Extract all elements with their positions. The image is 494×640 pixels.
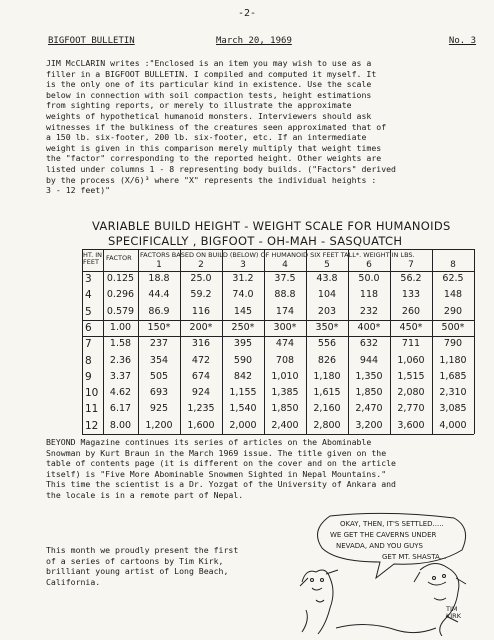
left-bigfoot-eye-2 <box>321 579 324 582</box>
weight-value: 4,000 <box>439 419 467 431</box>
beyond-text-line: itself) is "Five More Abominable Snowmen Sighted in Nepal Mountains." <box>46 468 387 479</box>
intro-text-line: a 150 lb. six-footer, 200 lb. six-footer, etc. If an intermediate <box>46 132 367 143</box>
weight-value: 2,080 <box>397 387 425 399</box>
weight-value: 1,350 <box>355 370 383 382</box>
weight-value: 708 <box>275 354 295 366</box>
intro-text-line: the "factor" corresponding to the reported height. Other weights are <box>46 153 382 164</box>
weight-value: 474 <box>275 338 295 350</box>
header-factor-label: FACTOR <box>106 254 132 262</box>
intro-paragraph <box>46 58 396 196</box>
ground-scribble <box>336 624 436 632</box>
weight-value: 1,180 <box>439 354 467 366</box>
table-header-divider <box>82 271 474 272</box>
table-subtitle: SPECIFICALLY , BIGFOOT - OH-MAH - SASQUATCH <box>108 234 403 248</box>
weight-value: 200* <box>189 321 213 333</box>
header-builds-label: FACTORS BASED ON BUILD (BELOW) OF HUMANOID SIX FEET TALL*. WEIGHT IN LBS. <box>140 251 415 259</box>
weight-value: 1,180 <box>313 370 341 382</box>
intro-text-line: listed under columns 1 - 8 representing body builds. ("Factors" derived <box>46 163 396 174</box>
weight-value: 2,000 <box>229 419 257 431</box>
height-feet: 10 <box>85 387 99 400</box>
height-feet: 9 <box>85 370 92 383</box>
page-number: -2- <box>237 8 257 19</box>
build-number: 4 <box>282 260 288 270</box>
cartoon-note-text-line: of a series of cartoons by Tim Kirk, <box>46 555 224 566</box>
left-bigfoot-eye <box>311 579 314 582</box>
row-6-divider <box>82 320 474 321</box>
weight-value: 300* <box>273 321 297 333</box>
weight-value: 1,235 <box>187 403 215 415</box>
weight-value: 924 <box>191 387 211 399</box>
intro-text-line: 3 - 12 feet)" <box>46 185 111 196</box>
weight-value: 354 <box>149 354 169 366</box>
factor-value: 3.37 <box>109 370 132 382</box>
intro-text-line: is the only one of its particular kind in existence. Use the scale <box>46 79 372 90</box>
weight-value: 350* <box>315 321 339 333</box>
beyond-text-line: the locale is in a remote part of Nepal. <box>46 489 244 500</box>
bulletin-header <box>48 36 476 50</box>
cartoon-note-text-line: This month we proudly present the first <box>46 545 239 555</box>
build-number: 6 <box>366 260 372 270</box>
weight-value: 1,615 <box>313 387 341 399</box>
weight-value: 74.0 <box>232 289 254 301</box>
weight-value: 148 <box>443 289 463 301</box>
row-6-divider <box>82 336 474 337</box>
factor-value: 6.17 <box>109 403 132 415</box>
weight-value: 316 <box>191 338 211 350</box>
weight-value: 260 <box>401 305 421 317</box>
weight-value: 250* <box>231 321 255 333</box>
weight-value: 1,685 <box>439 370 467 382</box>
weight-value: 1,385 <box>271 387 299 399</box>
build-number: 8 <box>450 260 456 270</box>
intro-text-line: by the process (X/6)³ where "X" represents the individual heights : <box>46 174 377 185</box>
cartoon <box>296 512 476 636</box>
weight-value: 944 <box>359 354 379 366</box>
weight-value: 590 <box>233 354 253 366</box>
right-bigfoot-eye <box>433 577 436 580</box>
header-ht-label: HT. IN FEET <box>83 251 102 266</box>
intro-text-line: filler in a BIGFOOT BULLETIN. I compiled and computed it myself. It <box>46 68 377 79</box>
weight-value: 116 <box>191 305 211 317</box>
cartoon-note-text-line: brilliant young artist of Long Beach, <box>46 566 229 577</box>
factor-value: 1.58 <box>109 338 132 350</box>
weight-value: 44.4 <box>148 289 170 301</box>
weight-value: 62.5 <box>442 273 464 284</box>
weight-value: 290 <box>443 305 463 317</box>
build-number: 3 <box>240 260 246 270</box>
weight-value: 2,470 <box>355 403 383 415</box>
factor-value: 2.36 <box>109 354 132 366</box>
weight-value: 1,540 <box>229 403 257 415</box>
beyond-magazine-paragraph <box>46 437 396 501</box>
intro-text-line: JIM McCLARIN writes :"Enclosed is an item you may wish to use as a <box>46 58 372 68</box>
factor-value: 0.125 <box>106 273 135 284</box>
weight-value: 472 <box>191 354 211 366</box>
height-feet: 5 <box>85 305 92 318</box>
table-border-bottom <box>82 434 474 435</box>
height-feet: 4 <box>85 289 92 302</box>
intro-text-line: weights of hypothetical humanoid monsters. Interviewers should ask <box>46 110 372 121</box>
weight-value: 400* <box>357 321 381 333</box>
intro-text-line: from sighting reports, or merely to illustrate the approximate <box>46 100 352 111</box>
factor-value: 4.62 <box>109 387 132 399</box>
publication-name: BIGFOOT BULLETIN <box>48 36 135 46</box>
weight-value: 505 <box>149 370 169 382</box>
weight-value: 2,770 <box>397 403 425 415</box>
weight-value: 232 <box>359 305 379 317</box>
table-column-line <box>474 249 475 434</box>
weight-value: 826 <box>317 354 337 366</box>
weight-value: 50.0 <box>358 273 380 284</box>
table-title: VARIABLE BUILD HEIGHT - WEIGHT SCALE FOR HUMANOIDS <box>92 219 451 233</box>
bubble-text-4: GET MT. SHASTA... <box>382 553 447 561</box>
weight-value: 1,010 <box>271 370 299 382</box>
weight-value: 118 <box>359 289 379 301</box>
weight-value: 145 <box>233 305 253 317</box>
weight-value: 450* <box>399 321 423 333</box>
artist-signature: TIM KIRK <box>446 605 461 620</box>
bubble-text-2: WE GET THE CAVERNS UNDER <box>330 531 437 539</box>
weight-value: 2,310 <box>439 387 467 399</box>
weight-value: 2,400 <box>271 419 299 431</box>
table-column-line <box>82 249 83 434</box>
beyond-text-line: BEYOND Magazine continues its series of articles on the Abominable <box>46 437 372 447</box>
weight-value: 395 <box>233 338 253 350</box>
weight-value: 2,800 <box>313 419 341 431</box>
weight-value: 59.2 <box>190 289 212 301</box>
weight-value: 88.8 <box>274 289 296 301</box>
weight-value: 3,600 <box>397 419 425 431</box>
weight-value: 237 <box>149 338 169 350</box>
weight-value: 150* <box>147 321 171 333</box>
intro-text-line: witnesses if the bulkiness of the creatures seen approximated that of <box>46 121 387 132</box>
table-grid <box>82 249 474 435</box>
beyond-text-line: This time the scientist is a Dr. Yozgat of the University of Ankara and <box>46 479 396 490</box>
bubble-text-1: OKAY, THEN, IT'S SETTLED..... <box>340 520 444 528</box>
cartoon-note-text-line: California. <box>46 576 101 587</box>
weight-value: 1,155 <box>229 387 257 399</box>
weight-value: 37.5 <box>274 273 296 284</box>
weight-value: 56.2 <box>400 273 422 284</box>
right-bigfoot-eye-2 <box>443 575 446 578</box>
weight-value: 925 <box>149 403 169 415</box>
height-feet: 8 <box>85 354 92 367</box>
intro-text-line: below in connection with soil compaction tests, height estimations <box>46 89 372 100</box>
factor-value: 0.296 <box>106 289 135 301</box>
height-feet: 3 <box>85 273 92 285</box>
weight-value: 632 <box>359 338 379 350</box>
factor-value: 1.00 <box>109 321 132 333</box>
height-weight-table <box>82 213 474 437</box>
build-number: 1 <box>156 260 162 270</box>
weight-value: 86.9 <box>148 305 170 317</box>
weight-value: 43.8 <box>316 273 338 284</box>
height-feet: 6 <box>85 321 92 334</box>
weight-value: 1,850 <box>355 387 383 399</box>
weight-value: 674 <box>191 370 211 382</box>
weight-value: 25.0 <box>190 273 212 284</box>
weight-value: 500* <box>441 321 465 333</box>
factor-value: 8.00 <box>109 419 132 431</box>
beyond-text-line: table of contents page (it is different on the cover and on the article <box>46 458 396 469</box>
issue-date: March 20, 1969 <box>216 36 292 46</box>
beyond-text-line: Snowman by Kurt Braun in the March 1969 issue. The title given on the <box>46 447 387 458</box>
cartoon-note <box>46 545 238 587</box>
weight-value: 842 <box>233 370 253 382</box>
weight-value: 556 <box>317 338 337 350</box>
table-border-top <box>82 249 474 250</box>
weight-value: 133 <box>401 289 421 301</box>
weight-value: 2,160 <box>313 403 341 415</box>
left-bigfoot <box>300 570 338 634</box>
weight-value: 1,200 <box>145 419 173 431</box>
weight-value: 1,515 <box>397 370 425 382</box>
weight-value: 3,200 <box>355 419 383 431</box>
height-feet: 7 <box>85 338 92 351</box>
height-feet: 11 <box>85 403 99 416</box>
weight-value: 18.8 <box>148 273 170 284</box>
weight-value: 693 <box>149 387 169 399</box>
intro-text-line: weight is given in this comparison merely multiply that weight times <box>46 142 382 153</box>
factor-value: 0.579 <box>106 305 135 317</box>
build-number: 5 <box>324 260 330 270</box>
issue-number: No. 3 <box>448 36 476 46</box>
weight-value: 174 <box>275 305 295 317</box>
weight-value: 31.2 <box>232 273 254 284</box>
weight-value: 1,600 <box>187 419 215 431</box>
bubble-text-3: NEVADA, AND YOU GUYS <box>336 542 423 550</box>
weight-value: 1,850 <box>271 403 299 415</box>
weight-value: 203 <box>317 305 337 317</box>
right-bigfoot <box>414 563 466 636</box>
build-number: 7 <box>408 260 414 270</box>
weight-value: 3,085 <box>439 403 467 415</box>
weight-value: 104 <box>317 289 337 301</box>
height-feet: 12 <box>85 419 99 432</box>
weight-value: 790 <box>443 338 463 350</box>
weight-value: 1,060 <box>397 354 425 366</box>
build-number: 2 <box>198 260 204 270</box>
weight-value: 711 <box>401 338 421 350</box>
